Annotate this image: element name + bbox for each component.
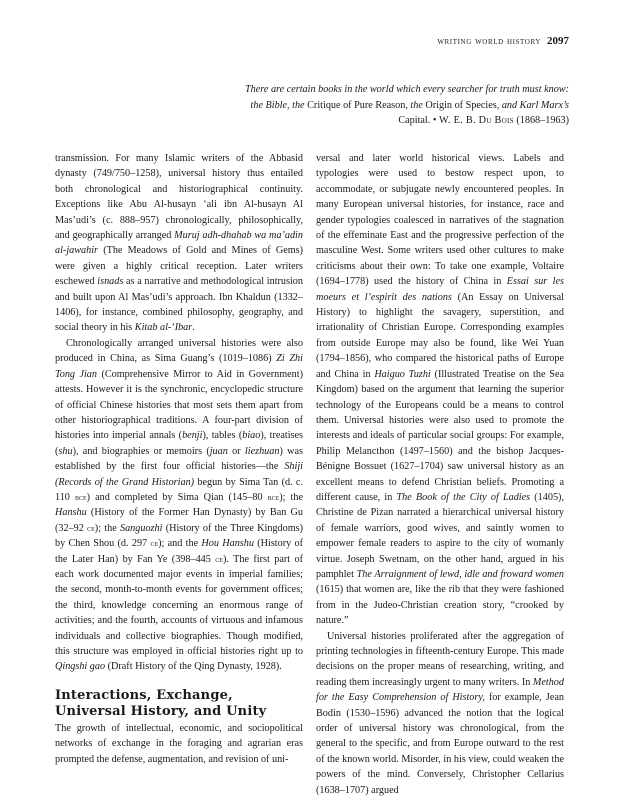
epigraph-book-title: Capital: [398, 115, 428, 127]
paragraph: versal and later world historical views. Labels and typologies were used to bestow respect upon, to accommodate, or subjugate newly encountered peoples. In many European universal histories, for instance, race and gender typologies coalesced in narratives of the stagnation of the effeminate East and the progressive perfection of the masculine West. Some writers used other cultures to make criticisms about their own: To take one example, Voltaire (1694–1778) used the history of China in Essai sur les moeurs et l’espirit des nations (An Essay on Universal History) to highlight the savagery, superstition, and irrationality of Christian Europe. Corresponding examples from outside Europe may also be found, like Wei Yuan (1794–1856), who compared the historical paths of Europe and China in Haiguo Tuzhi (Illustrated Treatise on the Sea Kingdom) based on the argument that learning the superior technology of the Europeans could be a means to control them. Universal histories were also used to promote the interests and ideals of particular social groups: For example, Philip Melancthon (1497–1560) and the bishop Jacques-Bénigne Bossuet (1627–1704) saw universal history as an excellent means to defend Christian beliefs. Promoting a different cause, in The Book of the City of Ladies (1405), Christine de Pizan narrated a hierarchical universal history of female warriors, good wives, and saintly women to empower female readers to aspire to the city of womanly virtue. Joseph Swetnam, on the other hand, argued in his pamphlet The Arraignment of lewd, idle and froward women (1615) that women are, like the rib that they were fashioned from in the Judeo-Christian creation story, “crooked by nature.”: [316, 153, 564, 627]
epigraph-author: W. E. B. Du Bois: [439, 115, 514, 127]
epigraph-text: , the: [405, 99, 426, 111]
epigraph-book-title: Critique of Pure Reason: [307, 99, 406, 111]
running-title: writing world history: [437, 36, 541, 47]
epigraph-book-title: Origin of Species: [425, 99, 497, 111]
right-column: [316, 151, 564, 798]
page-number: 2097: [547, 35, 569, 47]
section-heading: Interactions, Exchange, Universal History, and Unity: [55, 687, 267, 719]
paragraph: Universal histories proliferated after the aggregation of printing technologies in fifteenth-century Europe. This made decisions on the proper means of researching, writing, and reading them increasingly urgent to many writers. In Method for the Easy Comprehension of History, for example, Jean Bodin (1530–1596) advanced the notion that the logical order of universal history was chronological, from the general to the specific, and from Europe outward to the rest of the known world. Misorder, in his view, could weaken the powers of the mind. Conversely, Christopher Cellarius (1638–1707) argued: [316, 630, 564, 796]
paragraph: Chronologically arranged universal histories were also produced in China, as Sima Guang’s (1019–1086) Zi Zhi Tong Jian (Comprehensive Mirror to Aid in Government) attests. However it is the synchronic, encyclopedic structure of official Chinese histories that most sets them apart from other historiographical traditions. A four-part division of histories into imperial annals (benji), tables (biao), treatises (shu), and biographies or memoirs (juan or liezhuan) was established by the first four official histories—the Shiji (Records of the Grand Historian) begun by Sima Tan (d. c. 110 bce) and completed by Sima Qian (145–80 bce); the Hanshu (History of the Former Han Dynasty) by Ban Gu (32–92 ce); the Sanguozhi (History of the Three Kingdoms) by Chen Shou (d. 297 ce); and the Hou Hanshu (History of the Later Han) by Fan Ye (398–445 ce). The first part of each work documented major events in imperial families; the second, month-to-month events for government offices; the third, knowledge concerning an enormous range of activities; and the fourth, accounts of virtuous and infamous individuals and collective biographies. Though modified, this structure was employed in official histories right up to Qingshi gao (Draft History of the Qing Dynasty, 1928).: [55, 337, 304, 673]
left-column: [55, 151, 303, 767]
epigraph-text: , and Karl Marx’s: [496, 99, 569, 111]
paragraph: The growth of intellectual, economic, and sociopolitical networks of exchange in the foraging and agrarian eras prompted the defense, augmentation, and revision of uni-: [55, 722, 303, 765]
epigraph-author-dates: (1868–1963): [513, 115, 569, 127]
paragraph: transmission. For many Islamic writers of the Abbasid dynasty (749/750–1258), universal history thus entailed both chronological and historiographical continuity. Exceptions like Abu Al-husayn ‘ali ibn Al-husayn Al Mas’udi’s (c. 888–957) chronologically, philosophically, and geographically arranged Muruj adh-dhahab wa ma’adin al-jawahir (The Meadows of Gold and Mines of Gems) were given a highly critical reception. Later writers eschewed isnads as a narrative and methodological intrusion and built upon Al Mas’udi’s approach. Ibn Khaldun (1332–1406), for instance, combined philosophy, geography, and social theory in his Kitab al-‘Ibar.: [55, 153, 303, 334]
epigraph: [239, 82, 569, 129]
epigraph-text: There are certain books in the world which every searcher for truth must know: the Bible, the: [245, 84, 569, 111]
epigraph-bullet: . •: [427, 115, 439, 127]
running-head: [437, 35, 569, 47]
